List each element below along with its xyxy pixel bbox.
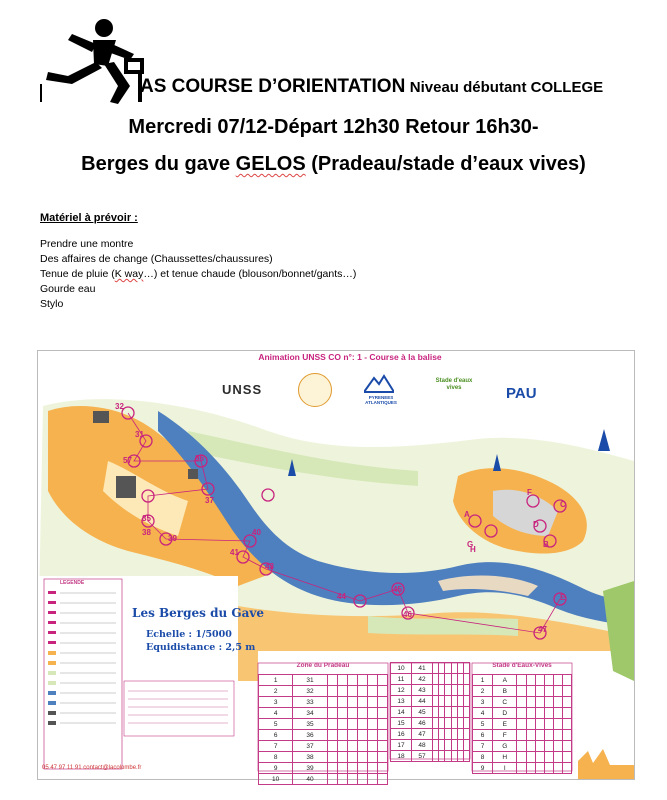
table-cell-control: 48 [412, 740, 433, 751]
table-cell-symbol [367, 741, 377, 752]
control-marker-label: H [470, 545, 476, 554]
list-item: Des affaires de change (Chaussettes/chaussures) [40, 253, 273, 265]
table-cell-control: B [493, 686, 517, 697]
table-cell-symbol [377, 774, 387, 785]
table-cell-control: A [493, 675, 517, 686]
control-marker-label: C [560, 500, 566, 509]
event-title-line [140, 76, 603, 98]
table-cell-symbol [367, 708, 377, 719]
table-cell-symbol [535, 708, 544, 719]
table-cell-symbol [562, 719, 571, 730]
table-row [259, 686, 388, 697]
table-cell-number: 13 [391, 696, 412, 707]
table-cell-symbol [517, 741, 526, 752]
table-cell-symbol [377, 686, 387, 697]
table-row [391, 707, 470, 718]
table-cell-symbol [535, 686, 544, 697]
table-cell-symbol [463, 674, 469, 685]
control-marker-label: 47 [538, 625, 547, 634]
table-cell-symbol [377, 675, 387, 686]
table-cell-number: 8 [259, 752, 293, 763]
table-cell-number: 6 [259, 730, 293, 741]
table-cell-symbol [562, 730, 571, 741]
table-cell-symbol [357, 686, 367, 697]
table-cell-number: 18 [391, 751, 412, 762]
table-cell-symbol [377, 719, 387, 730]
table-row [391, 751, 470, 762]
control-marker-label: 57 [123, 456, 132, 465]
pyrenees-logo-icon [364, 374, 394, 394]
table-row [259, 697, 388, 708]
table-cell-symbol [544, 763, 553, 774]
table-cell-number: 9 [473, 763, 493, 774]
table-cell-symbol [517, 763, 526, 774]
table-row [391, 729, 470, 740]
map-footer: 05 47 97 11 91 contact@lacolombe.fr [42, 765, 142, 771]
table-cell-symbol [544, 686, 553, 697]
table-cell-symbol [562, 763, 571, 774]
table-cell-symbol [367, 686, 377, 697]
table-cell-symbol [347, 697, 357, 708]
table-cell-symbol [327, 719, 337, 730]
table-cell-symbol [357, 763, 367, 774]
map-caption: Les Berges du Gave [132, 606, 264, 620]
table-cell-symbol [337, 763, 347, 774]
table-cell-symbol [517, 719, 526, 730]
table-cell-control: I [493, 763, 517, 774]
table-cell-symbol [327, 675, 337, 686]
table-cell-symbol [347, 730, 357, 741]
table-cell-control: 41 [412, 663, 433, 674]
rain-kway: K way [114, 268, 144, 280]
list-item: Stylo [40, 298, 64, 310]
table-cell-symbol [553, 675, 562, 686]
table-cell-control: 46 [412, 718, 433, 729]
list-item [40, 267, 356, 282]
table-right-header: Stade d'Eaux-Vives [492, 662, 552, 669]
table-cell-symbol [544, 752, 553, 763]
control-table-right [472, 674, 572, 774]
unss-logo: UNSS [222, 382, 263, 397]
table-cell-symbol [544, 675, 553, 686]
control-marker-label: 36 [195, 454, 204, 463]
table-cell-symbol [517, 708, 526, 719]
table-cell-symbol [526, 697, 535, 708]
table-row [259, 708, 388, 719]
table-cell-control: 40 [293, 774, 327, 785]
table-cell-symbol [347, 741, 357, 752]
table-row [391, 696, 470, 707]
table-cell-symbol [553, 752, 562, 763]
control-marker-label: E [560, 593, 566, 602]
table-row [391, 674, 470, 685]
table-cell-symbol [347, 719, 357, 730]
table-cell-symbol [535, 752, 544, 763]
scale-value: Echelle : 1/5000 [146, 629, 232, 640]
table-cell-symbol [553, 763, 562, 774]
control-table-mid [390, 662, 470, 762]
event-date: Mercredi 07/12-Départ 12h30 Retour 16h30- [128, 116, 539, 138]
table-cell-symbol [357, 697, 367, 708]
table-cell-control: E [493, 719, 517, 730]
table-cell-symbol [377, 708, 387, 719]
table-cell-symbol [535, 719, 544, 730]
map-scale [146, 628, 255, 654]
table-cell-number: 1 [259, 675, 293, 686]
table-cell-control: D [493, 708, 517, 719]
table-cell-symbol [357, 719, 367, 730]
table-row [391, 740, 470, 751]
table-cell-symbol [377, 741, 387, 752]
document-header [0, 0, 667, 200]
table-cell-control: 57 [412, 751, 433, 762]
table-cell-symbol [526, 763, 535, 774]
table-row [259, 741, 388, 752]
table-cell-symbol [377, 730, 387, 741]
table-cell-symbol [526, 719, 535, 730]
event-location [0, 153, 667, 176]
table-cell-symbol [463, 751, 469, 762]
table-cell-number: 3 [259, 697, 293, 708]
table-cell-symbol [463, 696, 469, 707]
table-cell-symbol [337, 741, 347, 752]
table-row [473, 686, 572, 697]
table-cell-number: 3 [473, 697, 493, 708]
table-cell-symbol [553, 741, 562, 752]
table-cell-control: 42 [412, 674, 433, 685]
table-row [259, 774, 388, 785]
table-cell-control: 35 [293, 719, 327, 730]
event-title: AS COURSE D’ORIENTATION [140, 76, 406, 97]
table-cell-number: 2 [473, 686, 493, 697]
table-cell-symbol [357, 752, 367, 763]
table-cell-symbol [337, 719, 347, 730]
list-item: Prendre une montre [40, 238, 134, 250]
table-cell-control: H [493, 752, 517, 763]
table-cell-symbol [377, 752, 387, 763]
table-cell-number: 10 [391, 663, 412, 674]
table-cell-symbol [377, 697, 387, 708]
table-row [473, 708, 572, 719]
table-cell-symbol [535, 730, 544, 741]
table-cell-symbol [535, 697, 544, 708]
table-cell-symbol [562, 752, 571, 763]
table-cell-number: 14 [391, 707, 412, 718]
table-cell-symbol [535, 763, 544, 774]
table-cell-symbol [357, 708, 367, 719]
table-cell-symbol [544, 741, 553, 752]
table-cell-symbol [535, 741, 544, 752]
table-cell-number: 5 [473, 719, 493, 730]
table-cell-symbol [327, 708, 337, 719]
table-cell-symbol [553, 686, 562, 697]
table-cell-number: 11 [391, 674, 412, 685]
pau-logo: PAU [506, 385, 537, 402]
pyrenees-logo-text: PYRENEES ATLANTIQUES [365, 395, 397, 405]
table-cell-symbol [562, 697, 571, 708]
table-cell-symbol [463, 707, 469, 718]
table-row [473, 675, 572, 686]
table-cell-number: 9 [259, 763, 293, 774]
table-cell-symbol [562, 686, 571, 697]
table-cell-symbol [526, 741, 535, 752]
table-cell-control: 45 [412, 707, 433, 718]
table-cell-number: 12 [391, 685, 412, 696]
table-cell-symbol [337, 730, 347, 741]
table-cell-control: 39 [293, 763, 327, 774]
table-cell-symbol [517, 675, 526, 686]
table-row [473, 741, 572, 752]
legend-title: LEGENDE [60, 580, 85, 586]
location-city: GELOS [235, 153, 306, 175]
table-cell-symbol [463, 718, 469, 729]
stade-logo-text: Stade d'eaux vives [435, 378, 473, 391]
table-cell-symbol [337, 697, 347, 708]
table-cell-symbol [327, 763, 337, 774]
table-row [391, 685, 470, 696]
table-cell-symbol [517, 730, 526, 741]
table-cell-symbol [327, 752, 337, 763]
table-cell-control: 44 [412, 696, 433, 707]
rain-suffix: …) et tenue chaude (blouson/bonnet/gants…) [143, 268, 357, 280]
table-cell-symbol [544, 708, 553, 719]
table-cell-symbol [327, 774, 337, 785]
table-cell-symbol [327, 741, 337, 752]
table-cell-symbol [517, 697, 526, 708]
table-row [473, 719, 572, 730]
table-row [391, 718, 470, 729]
map-title: Animation UNSS CO n°: 1 - Course à la balise [258, 352, 442, 362]
table-cell-symbol [526, 730, 535, 741]
table-cell-control: 36 [293, 730, 327, 741]
table-cell-control: 34 [293, 708, 327, 719]
table-cell-symbol [562, 675, 571, 686]
control-marker-label: 46 [403, 610, 412, 619]
table-cell-symbol [337, 686, 347, 697]
table-cell-symbol [367, 752, 377, 763]
table-row [391, 663, 470, 674]
table-cell-symbol [553, 719, 562, 730]
table-row [259, 752, 388, 763]
table-cell-symbol [367, 719, 377, 730]
table-cell-number: 2 [259, 686, 293, 697]
table-cell-number: 4 [473, 708, 493, 719]
table-cell-symbol [357, 730, 367, 741]
table-cell-symbol [357, 741, 367, 752]
control-marker-label: A [464, 510, 470, 519]
table-cell-control: 32 [293, 686, 327, 697]
table-cell-symbol [347, 752, 357, 763]
table-cell-symbol [526, 708, 535, 719]
table-cell-control: 47 [412, 729, 433, 740]
table-cell-number: 1 [473, 675, 493, 686]
control-marker-label: F [527, 488, 532, 497]
table-cell-control: F [493, 730, 517, 741]
table-cell-symbol [367, 730, 377, 741]
table-cell-symbol [367, 675, 377, 686]
table-cell-symbol [562, 708, 571, 719]
materiel-title: Matériel à prévoir : [40, 212, 138, 224]
table-cell-symbol [526, 752, 535, 763]
table-cell-symbol [463, 729, 469, 740]
table-cell-symbol [357, 774, 367, 785]
table-row [259, 763, 388, 774]
table-cell-symbol [367, 763, 377, 774]
table-cell-number: 17 [391, 740, 412, 751]
table-cell-symbol [526, 686, 535, 697]
table-cell-symbol [347, 675, 357, 686]
location-suffix: (Pradeau/stade d’eaux vives) [305, 153, 586, 175]
control-marker-label: 41 [230, 548, 239, 557]
table-cell-symbol [347, 708, 357, 719]
table-cell-number: 7 [473, 741, 493, 752]
table-cell-symbol [463, 740, 469, 751]
sun-logo [298, 373, 332, 407]
table-row [259, 675, 388, 686]
control-marker-label: 43 [265, 562, 274, 571]
table-cell-number: 8 [473, 752, 493, 763]
table-cell-symbol [544, 697, 553, 708]
table-row [473, 730, 572, 741]
table-row [473, 752, 572, 763]
control-marker-label: 37 [205, 496, 214, 505]
table-cell-symbol [367, 697, 377, 708]
control-marker-label: 38 [142, 528, 151, 537]
table-left-header: Zone du Pradeau [296, 662, 350, 669]
control-marker-label: 32 [115, 402, 124, 411]
table-row [259, 719, 388, 730]
table-cell-control: 31 [293, 675, 327, 686]
control-marker-label: 31 [135, 430, 144, 439]
table-cell-number: 15 [391, 718, 412, 729]
materiel-list [40, 237, 356, 312]
table-cell-symbol [357, 675, 367, 686]
table-cell-number: 6 [473, 730, 493, 741]
table-cell-symbol [463, 685, 469, 696]
table-cell-control: 38 [293, 752, 327, 763]
control-marker-label: 40 [252, 528, 261, 537]
list-item: Gourde eau [40, 283, 96, 295]
table-cell-symbol [327, 686, 337, 697]
event-level: Niveau débutant COLLEGE [409, 79, 604, 96]
table-cell-number: 16 [391, 729, 412, 740]
table-cell-symbol [347, 774, 357, 785]
table-cell-control: 43 [412, 685, 433, 696]
table-cell-symbol [463, 663, 469, 674]
control-marker-label: D [533, 520, 539, 529]
table-cell-symbol [337, 708, 347, 719]
table-cell-symbol [327, 730, 337, 741]
table-cell-control: 37 [293, 741, 327, 752]
table-row [259, 730, 388, 741]
control-marker-label: G [467, 540, 474, 549]
table-cell-control: 33 [293, 697, 327, 708]
table-cell-number: 10 [259, 774, 293, 785]
table-cell-number: 7 [259, 741, 293, 752]
control-marker-label: 35 [142, 514, 151, 523]
control-marker-label: 44 [337, 592, 346, 601]
table-cell-symbol [526, 675, 535, 686]
rain-prefix: Tenue de pluie ( [40, 268, 115, 280]
table-cell-number: 5 [259, 719, 293, 730]
table-cell-symbol [517, 686, 526, 697]
table-cell-symbol [367, 774, 377, 785]
table-cell-symbol [377, 763, 387, 774]
control-marker-label: B [543, 540, 549, 549]
table-cell-symbol [544, 719, 553, 730]
table-cell-symbol [535, 675, 544, 686]
table-cell-symbol [553, 697, 562, 708]
control-marker-label: 45 [393, 585, 402, 594]
table-cell-symbol [347, 686, 357, 697]
equidistance-value: Equidistance : 2,5 m [146, 642, 256, 653]
table-cell-symbol [553, 730, 562, 741]
location-prefix: Berges du gave [81, 153, 236, 175]
table-cell-symbol [544, 730, 553, 741]
table-row [473, 763, 572, 774]
runner-icon [38, 14, 150, 104]
table-cell-number: 4 [259, 708, 293, 719]
table-cell-symbol [553, 708, 562, 719]
table-cell-control: G [493, 741, 517, 752]
table-cell-symbol [337, 752, 347, 763]
table-cell-symbol [327, 697, 337, 708]
table-cell-symbol [517, 752, 526, 763]
table-cell-symbol [337, 774, 347, 785]
control-table-left [258, 674, 388, 785]
table-cell-symbol [337, 675, 347, 686]
table-cell-control: C [493, 697, 517, 708]
table-row [473, 697, 572, 708]
table-cell-symbol [562, 741, 571, 752]
control-marker-label: 39 [168, 534, 177, 543]
table-cell-symbol [347, 763, 357, 774]
